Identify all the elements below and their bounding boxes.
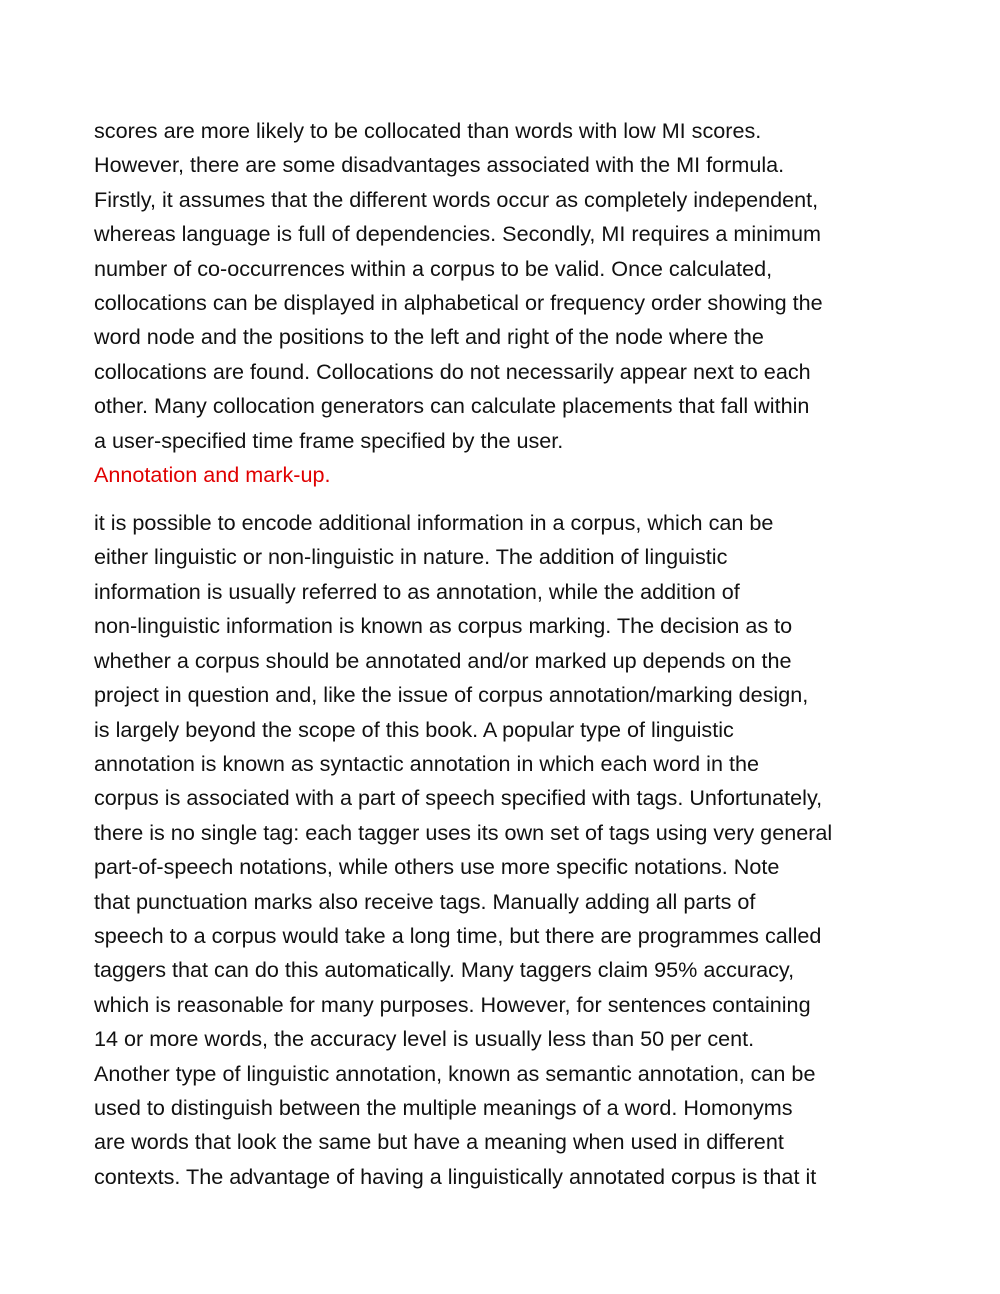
text-line: is largely beyond the scope of this book. A popular type of linguistic	[94, 716, 734, 742]
text-line: non-linguistic information is known as corpus marking. The decision as to	[94, 613, 793, 639]
text-line: part-of-speech notations, while others use more specific notations. Note	[94, 854, 780, 880]
text-line: are words that look the same but have a meaning when used in different	[94, 1129, 784, 1155]
section-heading: Annotation and mark-up.	[94, 462, 331, 488]
paragraph-collocations	[94, 114, 924, 458]
text-line: other. Many collocation generators can calculate placements that fall within	[94, 393, 810, 419]
text-line: collocations are found. Collocations do not necessarily appear next to each	[94, 358, 811, 384]
text-line: Firstly, it assumes that the different words occur as completely independent,	[94, 186, 819, 212]
text-line: whether a corpus should be annotated and/or marked up depends on the	[94, 647, 792, 673]
text-line: Another type of linguistic annotation, known as semantic annotation, can be	[94, 1060, 816, 1086]
text-line: word node and the positions to the left and right of the node where the	[94, 324, 764, 350]
text-line: there is no single tag: each tagger uses its own set of tags using very general	[94, 819, 833, 845]
text-line: which is reasonable for many purposes. However, for sentences containing	[94, 991, 811, 1017]
text-line: number of co-occurrences within a corpus to be valid. Once calculated,	[94, 255, 773, 281]
text-line: information is usually referred to as annotation, while the addition of	[94, 578, 740, 604]
text-line: whereas language is full of dependencies. Secondly, MI requires a minimum	[94, 221, 821, 247]
text-line: a user-specified time frame specified by the user.	[94, 427, 564, 453]
document-page	[94, 114, 924, 1194]
text-line: used to distinguish between the multiple meanings of a word. Homonyms	[94, 1094, 793, 1120]
text-line: However, there are some disadvantages associated with the MI formula.	[94, 152, 785, 178]
text-line: collocations can be displayed in alphabetical or frequency order showing the	[94, 290, 823, 316]
paragraph-annotation	[94, 506, 924, 1194]
text-line: annotation is known as syntactic annotation in which each word in the	[94, 750, 760, 776]
text-line: that punctuation marks also receive tags. Manually adding all parts of	[94, 888, 756, 914]
text-line: 14 or more words, the accuracy level is usually less than 50 per cent.	[94, 1026, 755, 1052]
text-line: project in question and, like the issue of corpus annotation/marking design,	[94, 682, 809, 708]
text-line: corpus is associated with a part of speech specified with tags. Unfortunately,	[94, 785, 823, 811]
text-line: it is possible to encode additional information in a corpus, which can be	[94, 510, 774, 536]
text-line: scores are more likely to be collocated than words with low MI scores.	[94, 118, 762, 143]
text-line: either linguistic or non-linguistic in nature. The addition of linguistic	[94, 544, 728, 570]
text-line: contexts. The advantage of having a linguistically annotated corpus is that it	[94, 1163, 817, 1189]
text-line: taggers that can do this automatically. Many taggers claim 95% accuracy,	[94, 957, 795, 983]
text-line: speech to a corpus would take a long time, but there are programmes called	[94, 922, 822, 948]
